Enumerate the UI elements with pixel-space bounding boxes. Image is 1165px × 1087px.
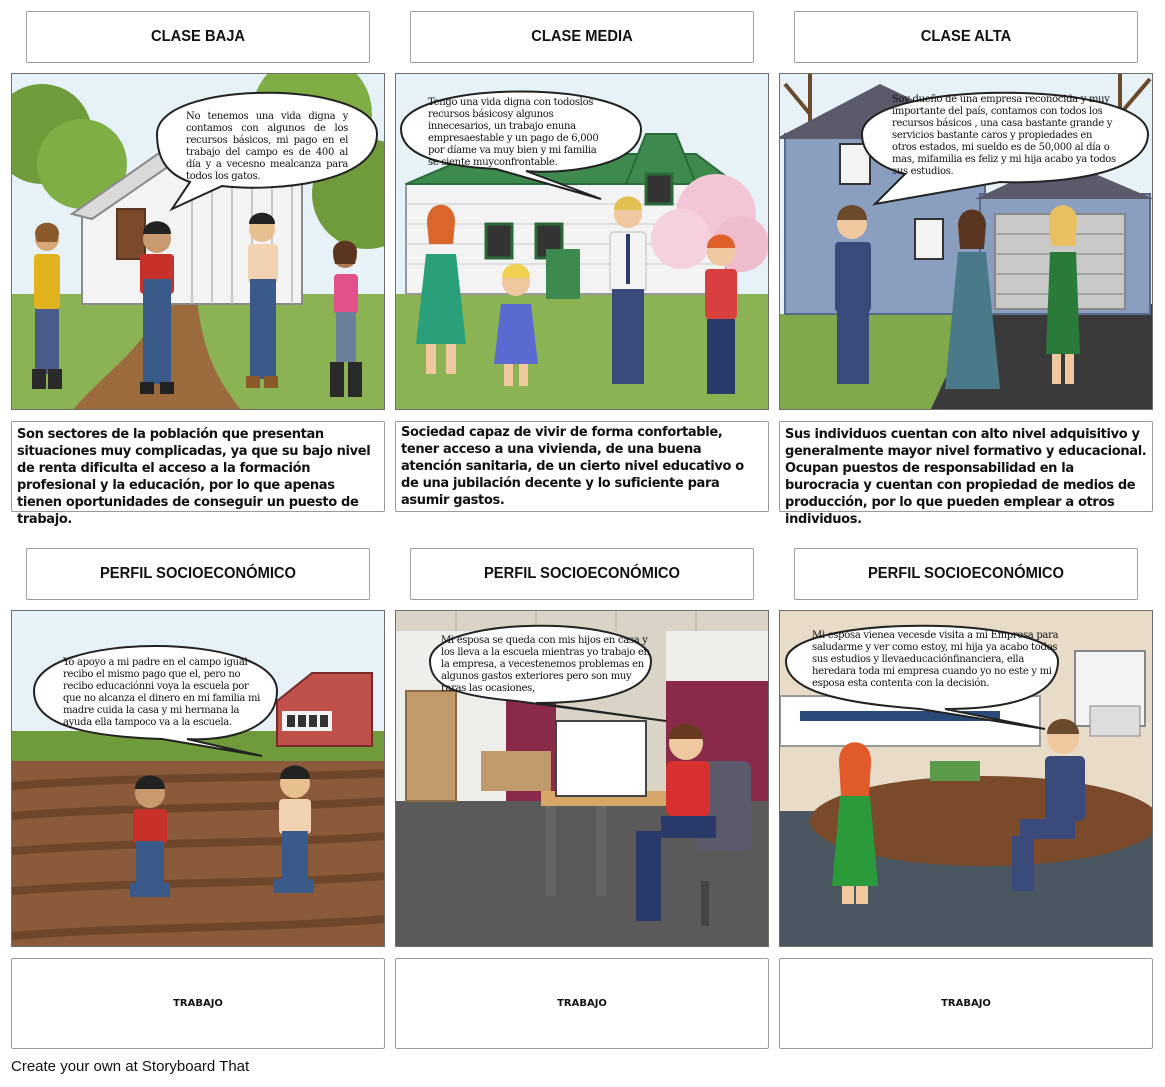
title-clase-media: CLASE MEDIA: [410, 11, 754, 63]
speech-text-clase-alta: Soy dueño de una empresa reconocida y muy importante del país, contamos con todos los recursos básicos , una casa bastante grande y servicios bastante caros y propiedades en otros estados, mi sueldo es de 50,000 al día o mas, mifamilia es feliz y mi hija acabo ya todos sus estudios.: [892, 94, 1116, 177]
speech-text-perfil-baja: Yo apoyo a mi padre en el campo igual recibo el mismo pago que el, pero no recibo educaciónni voya la escuela por que no alcanza el dinero en mi familia mi madre cuida la casa y mi hermana la ayuda ella tampoco va a la escuela.: [63, 657, 261, 728]
description-clase-baja: Son sectores de la población que presentan situaciones muy complicadas, ya que su bajo nivel de renta dificulta el acceso a la formación profesional y la educación, por lo que apenas tienen oportunidades de conseguir un puesto de trabajo.: [11, 421, 385, 512]
panel-clase-media: [395, 73, 769, 410]
title-clase-baja: CLASE BAJA: [26, 11, 370, 63]
panel-perfil-alta: [779, 610, 1153, 947]
figure-father-kneeling: [130, 776, 170, 898]
speech-text-clase-media: Tengo una vida digna con todoslos recursos básicosy algunos innecesarios, un trabajo enuna empresaestable y un pago de 6,000 por díame va muy bien y mi familia se siente muyconfrontable.: [428, 97, 599, 168]
title-clase-alta: CLASE ALTA: [794, 11, 1138, 63]
panel-perfil-baja: [11, 610, 385, 947]
description-clase-alta: Sus individuos cuentan con alto nivel adquisitivo y generalmente mayor nivel formativo y educacional. Ocupan puestos de responsabilidad en la burocracia y cuentan con propiedad de medios de producción, por lo que pueden emplear a otros individuos.: [779, 421, 1153, 512]
title-perfil-media: PERFIL SOCIOECONÓMICO: [410, 548, 754, 600]
title-perfil-alta: PERFIL SOCIOECONÓMICO: [794, 548, 1138, 600]
label-trabajo-media: TRABAJO: [395, 958, 769, 1049]
title-perfil-baja: PERFIL SOCIOECONÓMICO: [26, 548, 370, 600]
description-clase-media: Sociedad capaz de vivir de forma confortable, tener acceso a una vivienda, de una buena atención sanitaria, de un cierto nivel educativo o de una jubilación decente y lo suficiente para asumir gastos.: [395, 421, 769, 512]
storyboard-that-link[interactable]: Create your own at Storyboard That: [11, 1058, 250, 1075]
speech-text-perfil-alta: Mi esposa vienea vecesde visita a mi Empresa para saludarme y ver como estoy, mi hija ya acabo todos sus estudios y llevaeducaciónfinanciera, ella heredara toda mi empresa cuando yo no este y mi esposa esta contenta con la decisión.: [812, 630, 1059, 689]
panel-clase-baja: [11, 73, 385, 410]
panel-perfil-media: [395, 610, 769, 947]
label-trabajo-baja: TRABAJO: [11, 958, 385, 1049]
figure-boy-red-shirt: [705, 235, 737, 395]
speech-text-perfil-media: Mi esposa se queda con mis hijos en casa y los lleva a la escuela mientras yo trabajo en la empresa, a vecestenemos problemas en algunos gastos exteriores pero son muy raras las ocasiones,: [441, 635, 650, 694]
panel-clase-alta: [779, 73, 1153, 410]
label-trabajo-alta: TRABAJO: [779, 958, 1153, 1049]
speech-text-clase-baja: No tenemos una vida digna y contamos con algunos de los recursos básicos, mi pago en el trabajo del campo es de 400 al día y a vecesno mealcanza para todos los gatos.: [186, 111, 348, 182]
